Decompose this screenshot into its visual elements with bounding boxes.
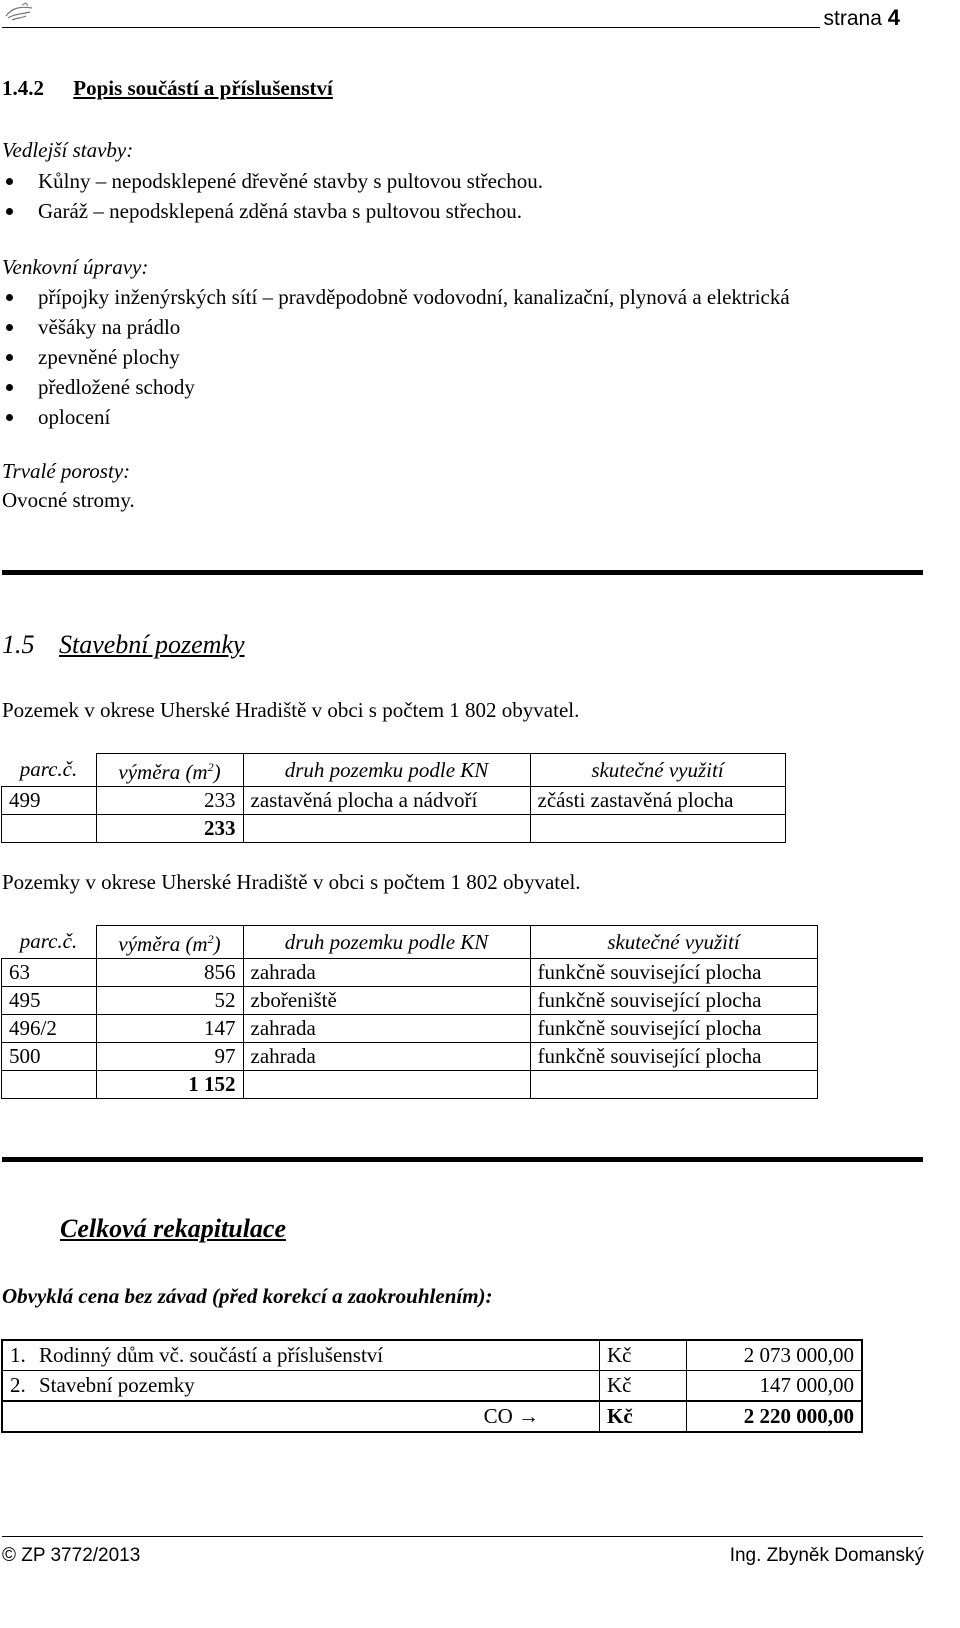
cell-total-currency: Kč bbox=[600, 1401, 687, 1432]
section-divider bbox=[2, 570, 923, 575]
outbuildings-list bbox=[2, 166, 543, 226]
vegetation-text: Ovocné stromy. bbox=[2, 488, 135, 512]
table-row bbox=[2, 987, 818, 1015]
cell-type: zahrada bbox=[243, 1043, 530, 1071]
page-number bbox=[824, 5, 900, 31]
outdoor-list bbox=[2, 282, 790, 432]
cell-area: 52 bbox=[96, 987, 243, 1015]
cell-type: zahrada bbox=[243, 959, 530, 987]
cell-area: 147 bbox=[96, 1015, 243, 1043]
page-number-value: 4 bbox=[887, 5, 900, 30]
cell-area: 856 bbox=[96, 959, 243, 987]
item-number: 2. bbox=[10, 1373, 26, 1397]
land-table-1 bbox=[1, 753, 786, 843]
section-title: Stavební pozemky bbox=[59, 630, 245, 659]
table-total-row bbox=[2, 815, 786, 843]
cell-currency: Kč bbox=[600, 1340, 687, 1371]
cell-empty bbox=[530, 1071, 817, 1099]
column-header: výměra $(m^2)$ bbox=[96, 754, 243, 787]
cell-total-area: 233 bbox=[96, 815, 243, 843]
cell-item bbox=[2, 1371, 600, 1402]
cell-type: zastavěná plocha a nádvoří bbox=[243, 787, 530, 815]
page-prefix: strana bbox=[823, 7, 882, 30]
item-number: 1. bbox=[10, 1343, 26, 1367]
outdoor-label: Venkovní úpravy: bbox=[2, 255, 149, 279]
list-item: Garáž – nepodsklepená zděná stavba s pultovou střechou. bbox=[2, 196, 543, 226]
land-intro-1: Pozemek v okrese Uherské Hradiště v obci s počtem 1 802 obyvatel. bbox=[2, 698, 580, 722]
cell-parcel: 63 bbox=[2, 959, 97, 987]
cell-area: 97 bbox=[96, 1043, 243, 1071]
list-item: přípojky inženýrských sítí – pravděpodobně vodovodní, kanalizační, plynová a elektrická bbox=[2, 282, 790, 312]
cell-total-value: 2 220 000,00 bbox=[687, 1401, 863, 1432]
item-label: Rodinný dům vč. součástí a příslušenství bbox=[39, 1343, 384, 1367]
land-intro-2: Pozemky v okrese Uherské Hradiště v obci s počtem 1 802 obyvatel. bbox=[2, 870, 581, 894]
footer-reference: © ZP 3772/2013 bbox=[2, 1545, 141, 1566]
table-row bbox=[2, 787, 786, 815]
vegetation-label: Trvalé porosty: bbox=[2, 459, 131, 483]
list-item: oplocení bbox=[2, 402, 790, 432]
cell-type: zahrada bbox=[243, 1015, 530, 1043]
cell-total-area: 1 152 bbox=[96, 1071, 243, 1099]
cell-empty bbox=[2, 1071, 97, 1099]
table-row bbox=[2, 1371, 862, 1402]
footer-author: Ing. Zbyněk Domanský bbox=[729, 1545, 924, 1566]
cell-item bbox=[2, 1340, 600, 1371]
table-header-row bbox=[2, 754, 786, 787]
table-row bbox=[2, 1015, 818, 1043]
section-title: Popis součástí a příslušenství bbox=[73, 76, 333, 100]
section-divider bbox=[2, 1157, 923, 1162]
section-number: 1.5 bbox=[2, 630, 35, 659]
column-header: výměra $(m^2)$ bbox=[96, 926, 243, 959]
section-heading-142 bbox=[2, 76, 333, 101]
list-item: předložené schody bbox=[2, 372, 790, 402]
cell-use: funkčně související plocha bbox=[530, 959, 817, 987]
section-heading-15 bbox=[2, 630, 245, 660]
recap-title: Celková rekapitulace bbox=[60, 1214, 287, 1243]
cell-value: 147 000,00 bbox=[687, 1371, 863, 1402]
cell-parcel: 500 bbox=[2, 1043, 97, 1071]
cell-area: 233 bbox=[96, 787, 243, 815]
recap-subtitle: Obvyklá cena bez závad (před korekcí a zaokrouhlením): bbox=[2, 1284, 493, 1308]
header-rule bbox=[2, 27, 820, 28]
column-header: parc.č. bbox=[2, 926, 97, 959]
table-total-row bbox=[2, 1071, 818, 1099]
column-header: skutečné využití bbox=[530, 926, 817, 959]
cell-empty bbox=[243, 1071, 530, 1099]
column-header: parc.č. bbox=[2, 754, 97, 787]
cell-use: funkčně související plocha bbox=[530, 1015, 817, 1043]
item-label: Stavební pozemky bbox=[39, 1373, 195, 1397]
logo-icon bbox=[4, 2, 34, 24]
outbuildings-label: Vedlejší stavby: bbox=[2, 138, 134, 162]
list-item: věšáky na prádlo bbox=[2, 312, 790, 342]
cell-empty bbox=[243, 815, 530, 843]
land-table-2 bbox=[1, 925, 818, 1099]
cell-currency: Kč bbox=[600, 1371, 687, 1402]
list-item: Kůlny – nepodsklepené dřevěné stavby s pultovou střechou. bbox=[2, 166, 543, 196]
list-item: zpevněné plochy bbox=[2, 342, 790, 372]
cell-empty bbox=[2, 815, 97, 843]
cell-value: 2 073 000,00 bbox=[687, 1340, 863, 1371]
cell-parcel: 499 bbox=[2, 787, 97, 815]
table-row bbox=[2, 959, 818, 987]
cell-parcel: 496/2 bbox=[2, 1015, 97, 1043]
column-header: druh pozemku podle KN bbox=[243, 926, 530, 959]
cell-use: funkčně související plocha bbox=[530, 1043, 817, 1071]
cell-use: zčásti zastavěná plocha bbox=[530, 787, 785, 815]
cell-total-label: CO → bbox=[2, 1401, 600, 1432]
cell-empty bbox=[530, 815, 785, 843]
table-total-row bbox=[2, 1401, 862, 1432]
footer-rule bbox=[2, 1536, 923, 1537]
cell-parcel: 495 bbox=[2, 987, 97, 1015]
cell-type: zbořeniště bbox=[243, 987, 530, 1015]
column-header: skutečné využití bbox=[530, 754, 785, 787]
recap-table bbox=[1, 1339, 863, 1433]
column-header: druh pozemku podle KN bbox=[243, 754, 530, 787]
table-header-row bbox=[2, 926, 818, 959]
cell-use: funkčně související plocha bbox=[530, 987, 817, 1015]
table-row bbox=[2, 1043, 818, 1071]
section-number: 1.4.2 bbox=[2, 76, 44, 100]
table-row bbox=[2, 1340, 862, 1371]
